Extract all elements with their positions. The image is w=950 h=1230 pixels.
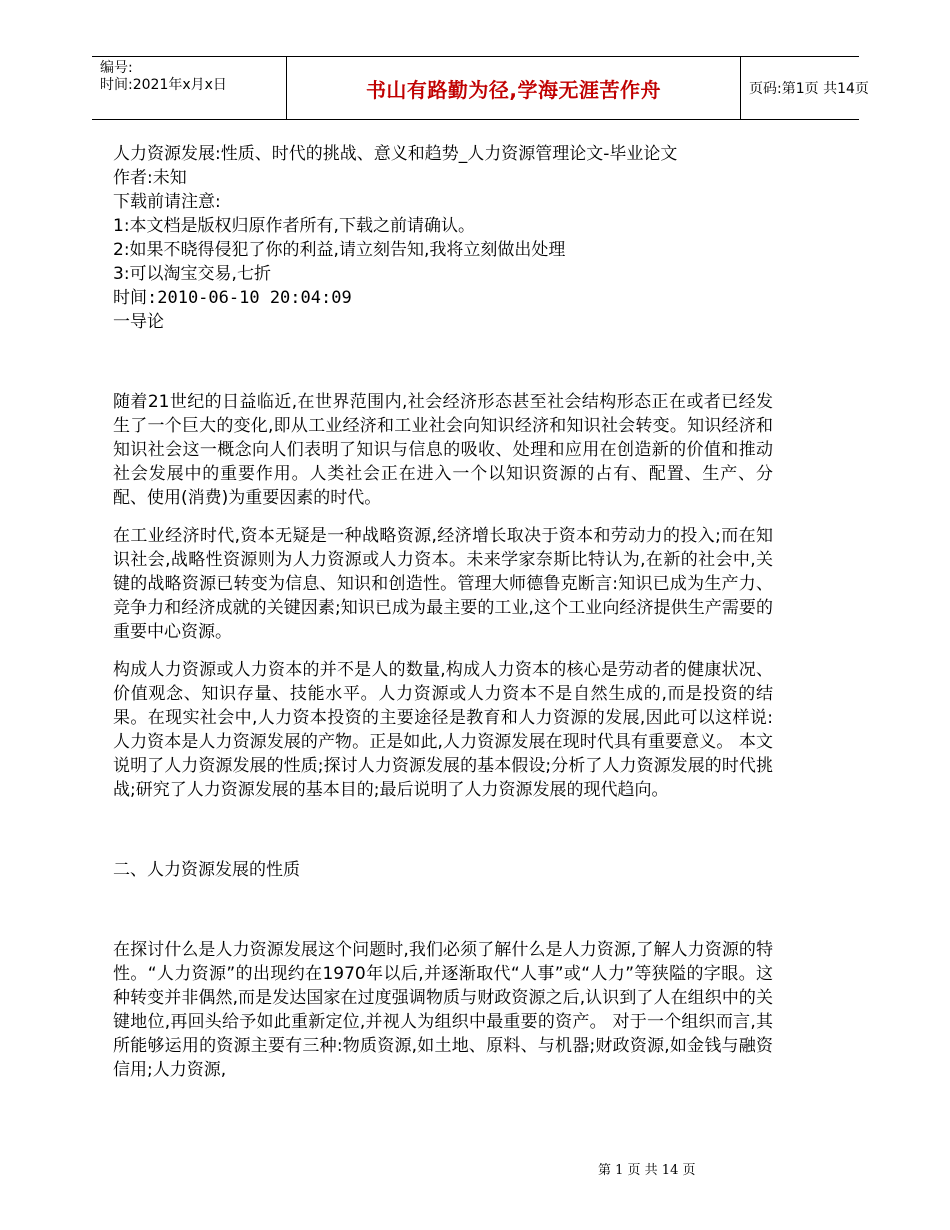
document-title: 人力资源发展:性质、时代的挑战、意义和趋势_人力资源管理论文-毕业论文 xyxy=(113,144,678,164)
spacer xyxy=(113,334,773,390)
header-left-cell xyxy=(92,57,286,119)
spacer xyxy=(113,882,773,938)
spacer xyxy=(113,510,773,524)
spacer xyxy=(113,644,773,658)
page-header xyxy=(92,56,869,120)
section-heading-nature: 二、人力资源发展的性质 xyxy=(113,860,300,880)
document-time: 时间:2010-06-10 20:04:09 xyxy=(113,288,352,308)
header-right-cell xyxy=(741,57,869,119)
document-body xyxy=(113,142,773,1082)
body-paragraph: 在工业经济时代,资本无疑是一种战略资源,经济增长取决于资本和劳动力的投入;而在知识社会,战略性资源则为人力资源或人力资本。未来学家奈斯比特认为,在新的社会中,关键的战略资源已转变为信息、知识和创造性。管理大师德鲁克断言:知识已成为生产力、竞争力和经济成就的关键因素;知识已成为最主要的工业,这个工业向经济提供生产需要的重要中心资源。 xyxy=(113,526,773,642)
notice-item: 1:本文档是版权归原作者所有,下载之前请确认。 xyxy=(113,216,475,236)
spacer xyxy=(113,802,773,858)
section-heading-intro: 一导论 xyxy=(113,312,164,332)
document-number-label: 编号: xyxy=(100,60,133,76)
document-time-label: 时间:2021年x月x日 xyxy=(100,77,227,93)
body-paragraph: 在探讨什么是人力资源发展这个问题时,我们必须了解什么是人力资源,了解人力资源的特性。“人力资源”的出现约在1970年以后,并逐渐取代“人事”或“人力”等狭隘的字眼。这种转变并非偶然,而是发达国家在过度强调物质与财政资源之后,认识到了人在组织中的关键地位,再回头给予如此重新定位,并视人为组织中最重要的资产。 对于一个组织而言,其所能够运用的资源主要有三种:物质资源,如土地、原料、与机器;财政资源,如金钱与融资信用;人力资源, xyxy=(113,940,773,1080)
body-paragraph: 随着21世纪的日益临近,在世界范围内,社会经济形态甚至社会结构形态正在或者已经发生了一个巨大的变化,即从工业经济和工业社会向知识经济和知识社会转变。知识经济和知识社会这一概念向人们表明了知识与信息的吸收、处理和应用在创造新的价值和推动社会发展中的重要作用。人类社会正在进入一个以知识资源的占有、配置、生产、分配、使用(消费)为重要因素的时代。 xyxy=(113,392,773,508)
notice-item: 3:可以淘宝交易,七折 xyxy=(113,264,271,284)
page-footer: 第 1 页 共 14 页 xyxy=(598,1163,696,1178)
body-paragraph: 构成人力资源或人力资本的并不是人的数量,构成人力资本的核心是劳动者的健康状况、价值观念、知识存量、技能水平。人力资源或人力资本不是自然生成的,而是投资的结果。在现实社会中,人力资本投资的主要途径是教育和人力资源的发展,因此可以这样说:人力资本是人力资源发展的产物。正是如此,人力资源发展在现时代具有重要意义。 本文说明了人力资源发展的性质;探讨人力资源发展的基本假设;分析了人力资源发展的时代挑战;研究了人力资源发展的基本目的;最后说明了人力资源发展的现代趋向。 xyxy=(113,660,773,800)
notice-item: 2:如果不晓得侵犯了你的利益,请立刻告知,我将立刻做出处理 xyxy=(113,240,566,260)
header-page-code: 页码:第1页 共14页 xyxy=(749,81,869,97)
document-author: 作者:未知 xyxy=(113,168,187,188)
header-motto-cell xyxy=(286,57,741,119)
header-motto: 书山有路勤为径,学海无涯苦作舟 xyxy=(365,77,662,102)
notice-title: 下载前请注意: xyxy=(113,192,221,212)
